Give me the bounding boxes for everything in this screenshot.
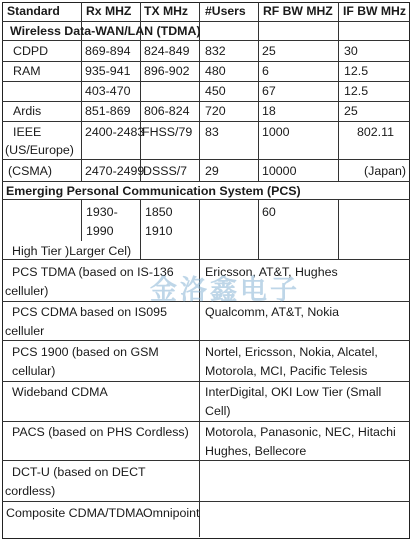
cdpd-users: 832 xyxy=(205,44,226,58)
pcstdma-standard-cont: celluler) xyxy=(5,284,49,298)
col-divider xyxy=(140,40,141,181)
header-users: #Users xyxy=(205,4,246,18)
row-divider xyxy=(2,81,410,82)
section-pcs: Emerging Personal Communication System (PCS) xyxy=(6,184,301,198)
cdpd-tx: 824-849 xyxy=(144,44,190,58)
ram-standard: RAM xyxy=(13,64,41,78)
pcscdma-standard-cont: celluler xyxy=(5,324,45,338)
header-rx: Rx MHZ xyxy=(86,4,132,18)
col-divider xyxy=(199,199,200,259)
ram2-ifbw: 12.5 xyxy=(344,84,369,98)
row-divider xyxy=(2,101,410,102)
ieee-region: (US/Europe) xyxy=(5,143,74,157)
row-divider xyxy=(2,121,410,122)
pcstdma-vendors: Ericsson, AT&T, Hughes xyxy=(205,265,338,279)
hightier-standard: High Tier )Larger Cel) xyxy=(12,244,132,258)
col-divider xyxy=(338,2,339,40)
ieee-ifbw: 802.11 xyxy=(357,125,394,139)
row-divider xyxy=(2,40,410,41)
ram-tx: 896-902 xyxy=(144,64,190,78)
cdpd-rfbw: 25 xyxy=(262,44,276,58)
pcs1900-standard-cont: cellular) xyxy=(12,364,56,378)
col-divider xyxy=(338,40,339,181)
dctu-standard-cont: cordless) xyxy=(5,484,56,498)
ardis-standard: Ardis xyxy=(13,104,42,118)
pcscdma-vendors: Qualcomm, AT&T, Nokia xyxy=(205,305,340,319)
row-divider xyxy=(2,460,410,461)
ardis-tx: 806-824 xyxy=(144,104,190,118)
wcdma-vendors: InterDigital, OKI Low Tier (Small xyxy=(205,385,382,399)
hightier-rfbw: 60 xyxy=(262,205,276,219)
ram-users: 480 xyxy=(205,64,226,78)
col-divider xyxy=(199,40,200,181)
header-standard: Standard xyxy=(7,4,60,18)
pcs1900-vendors: Nortel, Ericsson, Nokia, Alcatel, xyxy=(205,345,378,359)
hightier-tx-end: 1910 xyxy=(145,224,173,238)
row-divider xyxy=(2,159,410,160)
pcstdma-standard: PCS TDMA (based on IS-136 xyxy=(12,265,174,279)
csma-tx: DSSS/7 xyxy=(143,164,188,178)
wcdma-vendors-cont: Cell) xyxy=(205,404,231,418)
col-divider xyxy=(140,199,141,259)
row-divider xyxy=(2,61,410,62)
cdpd-ifbw: 30 xyxy=(344,44,358,58)
pcs1900-standard: PCS 1900 (based on GSM xyxy=(12,345,159,359)
csma-users: 29 xyxy=(205,164,219,178)
cdpd-standard: CDPD xyxy=(13,44,49,58)
pacs-vendors: Motorola, Panasonic, NEC, Hitachi xyxy=(205,425,396,439)
wcdma-standard: Wideband CDMA xyxy=(12,385,108,399)
row-divider xyxy=(2,259,410,260)
pacs-standard: PACS (based on PHS Cordless) xyxy=(12,425,189,439)
ieee-rfbw: 1000 xyxy=(262,125,290,139)
col-divider xyxy=(81,199,82,241)
ieee-rx: 2400-2483 xyxy=(85,125,145,139)
watermark: 金洛鑫电子 xyxy=(150,275,300,306)
row-divider xyxy=(2,199,410,200)
row-divider xyxy=(2,501,410,502)
header-ifbw: IF BW MHz xyxy=(343,4,406,18)
pcs1900-vendors-cont: Motorola, MCI, Pacific Telesis xyxy=(205,364,368,378)
col-divider xyxy=(338,199,339,259)
col-divider xyxy=(258,40,259,181)
hightier-rx-end: 1990 xyxy=(86,224,114,238)
csma-ifbw: (Japan) xyxy=(364,164,407,178)
csma-standard: (CSMA) xyxy=(8,164,53,178)
composite-vendor: Omnipoint xyxy=(143,506,200,520)
section-wireless: Wireless Data-WAN/LAN (TDMA) xyxy=(10,24,201,38)
ram-rfbw: 6 xyxy=(262,64,269,78)
csma-rx: 2470-2499 xyxy=(85,164,145,178)
col-divider xyxy=(258,199,259,259)
ram-ifbw: 12.5 xyxy=(344,64,369,78)
row-divider xyxy=(2,21,410,22)
row-divider xyxy=(2,340,410,341)
csma-rfbw: 10000 xyxy=(262,164,297,178)
ardis-ifbw: 25 xyxy=(344,104,358,118)
ram2-rx: 403-470 xyxy=(85,84,131,98)
hightier-tx-start: 1850 xyxy=(145,205,173,219)
ardis-users: 720 xyxy=(205,104,226,118)
composite-standard: Composite CDMA/TDMA xyxy=(6,506,144,520)
pacs-vendors-cont: Hughes, Bellecore xyxy=(205,444,307,458)
header-tx: TX MHz xyxy=(144,4,189,18)
row-divider xyxy=(2,181,410,182)
row-divider xyxy=(2,381,410,382)
ieee-tx: FHSS/79 xyxy=(142,125,193,139)
ieee-users: 83 xyxy=(205,125,219,139)
ardis-rx: 851-869 xyxy=(85,104,131,118)
ieee-standard: IEEE xyxy=(13,125,42,139)
ram2-rfbw: 67 xyxy=(262,84,276,98)
dctu-standard: DCT-U (based on DECT xyxy=(12,465,146,479)
pcscdma-standard: PCS CDMA based on IS095 xyxy=(12,305,167,319)
col-divider xyxy=(81,40,82,181)
ram2-users: 450 xyxy=(205,84,226,98)
ardis-rfbw: 18 xyxy=(262,104,276,118)
col-divider xyxy=(258,2,259,40)
hightier-rx-start: 1930- xyxy=(86,205,118,219)
cdpd-rx: 869-894 xyxy=(85,44,131,58)
ram-rx: 935-941 xyxy=(85,64,131,78)
header-rfbw: RF BW MHZ xyxy=(263,4,333,18)
row-divider xyxy=(2,421,410,422)
